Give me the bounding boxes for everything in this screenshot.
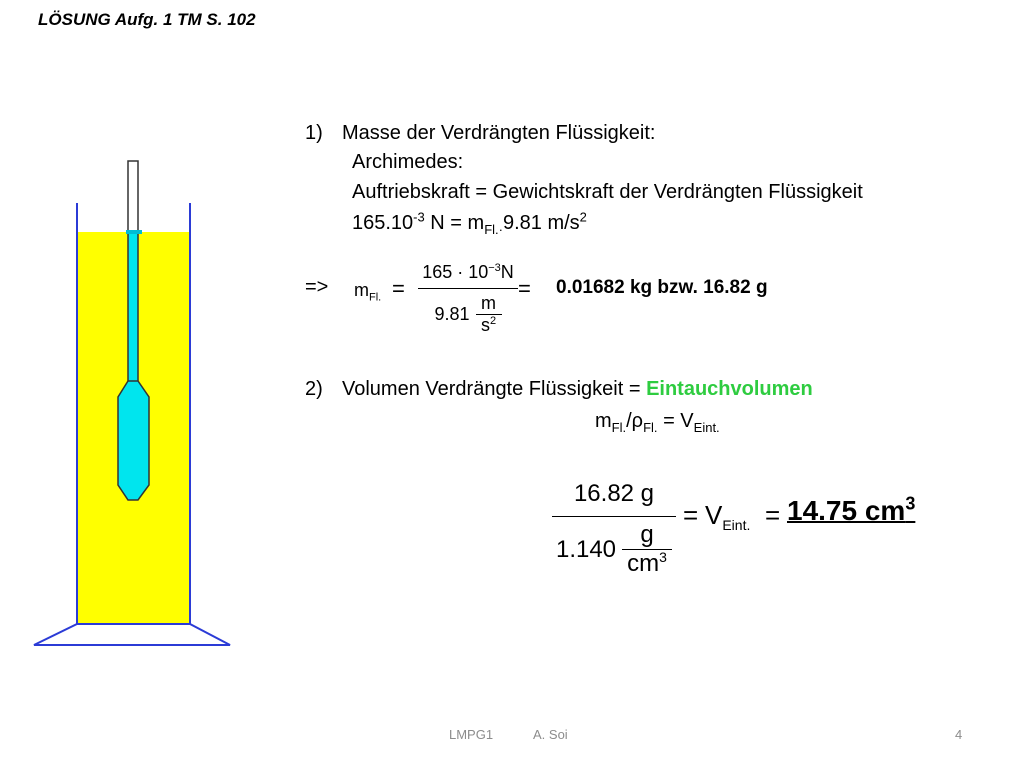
hydrometer-bulb	[118, 381, 149, 500]
cylinder-base	[34, 624, 230, 645]
formula2-equals: =	[683, 500, 699, 530]
formula2-numerator: 16.82 g	[573, 480, 655, 507]
step1-line1: Archimedes:	[352, 151, 464, 173]
formula2-result: 14.75 $cm^3$	[787, 493, 916, 526]
formula2-v-eint: $V_{Eint.}$	[705, 500, 751, 534]
footer-author: A. Soi	[533, 727, 568, 742]
slide-title: LÖSUNG Aufg. 1 TM S. 102	[38, 10, 256, 29]
implies-arrow: =>	[305, 276, 329, 298]
formula1-result: 0.01682 kg bzw. 16.82 g	[556, 277, 768, 298]
hydrometer-illustration	[30, 155, 240, 655]
hydrometer-stem	[128, 233, 138, 383]
formula2-denominator: 1.140 g $cm^3$	[556, 521, 672, 578]
step1-number: 1)	[305, 122, 323, 144]
step2-number: 2)	[305, 378, 323, 400]
step2-relation: $m_{Fl.}/\rho_{Fl.} = V_{Eint.}$	[595, 410, 720, 435]
formula1-numerator: $165 \cdot 10^{-3}N$	[422, 262, 514, 282]
formula2-equals-2: =	[765, 500, 781, 530]
step2-heading: Volumen Verdrängte Flüssigkeit = Eintauchvolumen	[342, 378, 813, 400]
footer-course: LMPG1	[449, 727, 494, 742]
step2-highlight: Eintauchvolumen	[646, 378, 813, 400]
footer-page-number: 4	[955, 727, 963, 742]
step1-equation: $165.10^{-3}$ $N = m_{Fl.\cdot}9.81$ $m/s^2$	[352, 209, 587, 237]
formula1-fraction	[418, 262, 518, 336]
formula2-fraction-bar	[552, 516, 676, 517]
formula1-equals: =	[392, 276, 405, 301]
formula1-equals-2: =	[518, 276, 531, 301]
step1-heading: Masse der Verdrängten Flüssigkeit:	[342, 122, 656, 144]
formula1-denominator: 9.81 m $s^2$	[434, 293, 501, 336]
formula1-fraction-bar	[418, 288, 518, 289]
hydrometer-stem-top	[128, 161, 138, 233]
formula1-lhs: $m_{Fl.}$	[354, 280, 382, 304]
step1-line2: Auftriebskraft = Gewichtskraft der Verdrängten Flüssigkeit	[352, 181, 863, 203]
formula2-fraction	[552, 480, 676, 578]
